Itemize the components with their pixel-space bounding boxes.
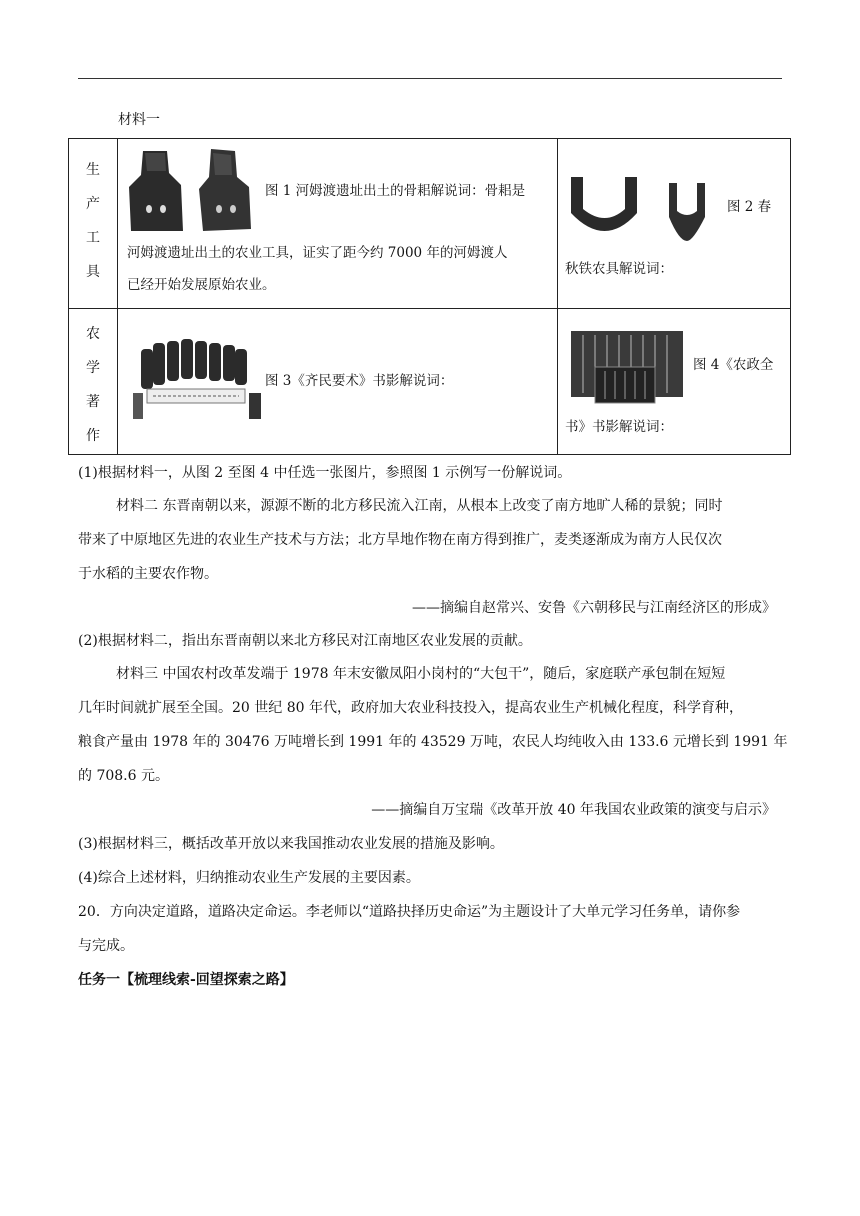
question-4: (4)综合上述材料，归纳推动农业生产发展的主要因素。 [78, 870, 420, 886]
row-label-tools [78, 153, 108, 289]
fig3-qimin-yaoshu-image [127, 331, 267, 423]
fig1-bone-spade-image [125, 147, 265, 235]
fig4-caption-line2: 书》书影解说词： [565, 419, 673, 435]
question-2: (2)根据材料二，指出东晋南朝以来北方移民对江南地区农业发展的贡献。 [78, 633, 532, 649]
row-label-books [78, 317, 108, 453]
fig1-caption-line3: 已经开始发展原始农业。 [127, 277, 276, 293]
table-divider-row [69, 308, 790, 309]
fig2-caption-line1: 图 2 春 [727, 199, 772, 215]
question-3: (3)根据材料三，概括改革开放以来我国推动农业发展的措施及影响。 [78, 836, 504, 852]
fig2-iron-tools-image [565, 169, 725, 249]
question-20-line1: 20．方向决定道路，道路决定命运。李老师以“道路抉择历史命运”为主题设计了大单元学习任务单，请你参 [78, 904, 741, 920]
material3-source: ——摘编自万宝瑞《改革开放 40 年我国农业政策的演变与启示》 [371, 802, 776, 818]
fig3-caption: 图 3《齐民要术》书影解说词： [265, 373, 454, 389]
material1-label: 材料一 [118, 112, 160, 128]
row-label-char: 农 [86, 326, 100, 342]
row-label-char: 作 [86, 428, 100, 444]
material2-source: ——摘编自赵常兴、安鲁《六朝移民与江南经济区的形成》 [412, 600, 776, 616]
fig1-caption-line1: 图 1 河姆渡遗址出土的骨耜解说词：骨耜是 [265, 183, 526, 199]
material3-line1: 材料三 中国农村改革发端于 1978 年末安徽凤阳小岗村的“大包干”，随后，家庭联产承包制在短短 [116, 666, 726, 682]
question-1: (1)根据材料一，从图 2 至图 4 中任选一张图片，参照图 1 示例写一份解说词。 [78, 465, 572, 481]
material2-line3: 于水稻的主要农作物。 [78, 566, 218, 582]
fig4-nongzheng-quanshu-image [565, 323, 689, 409]
material3-line4: 的 708.6 元。 [78, 768, 169, 784]
row-label-char: 产 [86, 196, 100, 212]
fig4-caption-line1: 图 4《农政全 [693, 357, 774, 373]
row-label-char: 具 [86, 264, 100, 280]
material1-table [68, 138, 791, 455]
row-label-char: 工 [86, 230, 100, 246]
table-divider-col2 [557, 139, 558, 454]
fig2-caption-line2: 秋铁农具解说词： [565, 261, 673, 277]
row-label-char: 著 [86, 394, 100, 410]
row-label-char: 学 [86, 360, 100, 376]
table-divider-col1 [117, 139, 118, 454]
row-label-char: 生 [86, 162, 100, 178]
task1-heading: 任务一【梳理线索-回望探索之路】 [78, 972, 294, 988]
question-20-line2: 与完成。 [78, 938, 134, 954]
material2-line2: 带来了中原地区先进的农业生产技术与方法；北方旱地作物在南方得到推广，麦类逐渐成为南方人民仅次 [78, 532, 722, 548]
material3-line3: 粮食产量由 1978 年的 30476 万吨增长到 1991 年的 43529 万吨，农民人均纯收入由 133.6 元增长到 1991 年 [78, 734, 788, 750]
header-rule [78, 78, 782, 79]
material2-line1: 材料二 东晋南朝以来，源源不断的北方移民流入江南，从根本上改变了南方地旷人稀的景貌；同时 [116, 498, 723, 514]
fig1-caption-line2: 河姆渡遗址出土的农业工具，证实了距今约 7000 年的河姆渡人 [127, 245, 508, 261]
material3-line2: 几年时间就扩展至全国。20 世纪 80 年代，政府加大农业科技投入，提高农业生产机械化程度，科学育种， [78, 700, 743, 716]
